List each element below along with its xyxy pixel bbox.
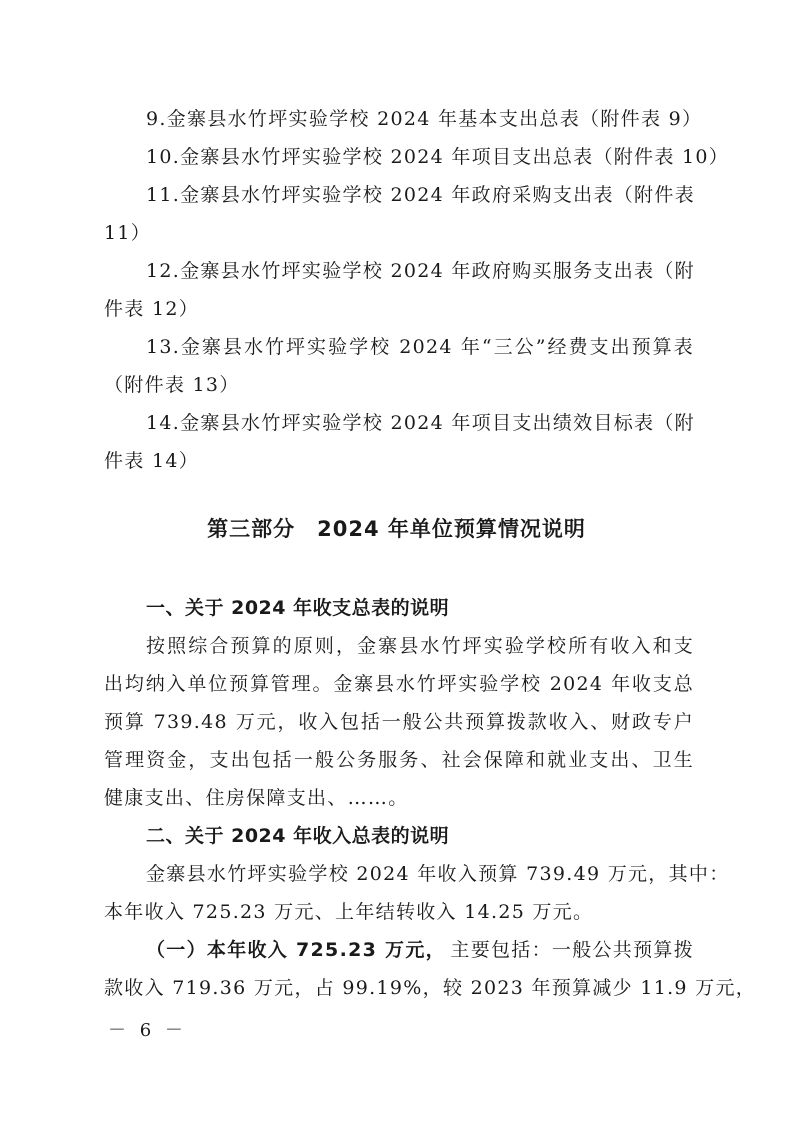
section-1-line-1: 按照综合预算的原则，金寨县水竹坪实验学校所有收入和支 — [146, 635, 694, 657]
list-item-9: 9.金寨县水竹坪实验学校 2024 年基本支出总表（附件表 9） — [146, 108, 703, 130]
list-item-12-cont: 件表 12） — [104, 298, 200, 320]
section-2-line-1: 金寨县水竹坪实验学校 2024 年收入预算 739.49 万元，其中： — [146, 863, 730, 885]
list-item-14: 14.金寨县水竹坪实验学校 2024 年项目支出绩效目标表（附 — [146, 412, 695, 434]
section-1-line-5: 健康支出、住房保障支出、……。 — [104, 787, 409, 809]
list-item-13: 13.金寨县水竹坪实验学校 2024 年“三公”经费支出预算表 — [146, 336, 694, 358]
section-2-heading: 二、关于 2024 年收入总表的说明 — [146, 825, 450, 847]
section-1-line-4: 管理资金，支出包括一般公务服务、社会保障和就业支出、卫生 — [104, 749, 694, 771]
section-1-heading: 一、关于 2024 年收支总表的说明 — [146, 597, 450, 619]
list-item-11-cont: 11） — [104, 222, 152, 244]
income-intro: 主要包括：一般公共预算拨 — [450, 939, 694, 961]
list-item-13-cont: （附件表 13） — [104, 374, 240, 396]
part-title: 第三部分 2024 年单位预算情况说明 — [207, 517, 586, 541]
section-1-line-3: 预算 739.48 万元，收入包括一般公共预算拨款收入、财政专户 — [104, 711, 694, 733]
page-number: － 6 － — [108, 1020, 187, 1041]
section-2-line-3 — [146, 938, 694, 962]
list-item-10: 10.金寨县水竹坪实验学校 2024 年项目支出总表（附件表 10） — [146, 146, 730, 168]
section-1-line-2: 出均纳入单位预算管理。金寨县水竹坪实验学校 2024 年收支总 — [104, 673, 694, 695]
list-item-11: 11.金寨县水竹坪实验学校 2024 年政府采购支出表（附件表 — [146, 184, 695, 206]
section-2-line-2: 本年收入 725.23 万元、上年结转收入 14.25 万元。 — [104, 901, 594, 923]
list-item-14-cont: 件表 14） — [104, 450, 200, 472]
list-item-12: 12.金寨县水竹坪实验学校 2024 年政府购买服务支出表（附 — [146, 260, 695, 282]
income-subheading: （一）本年收入 725.23 万元， — [146, 939, 446, 961]
section-2-line-4: 款收入 719.36 万元，占 99.19%，较 2023 年预算减少 11.9 万元， — [104, 977, 757, 999]
